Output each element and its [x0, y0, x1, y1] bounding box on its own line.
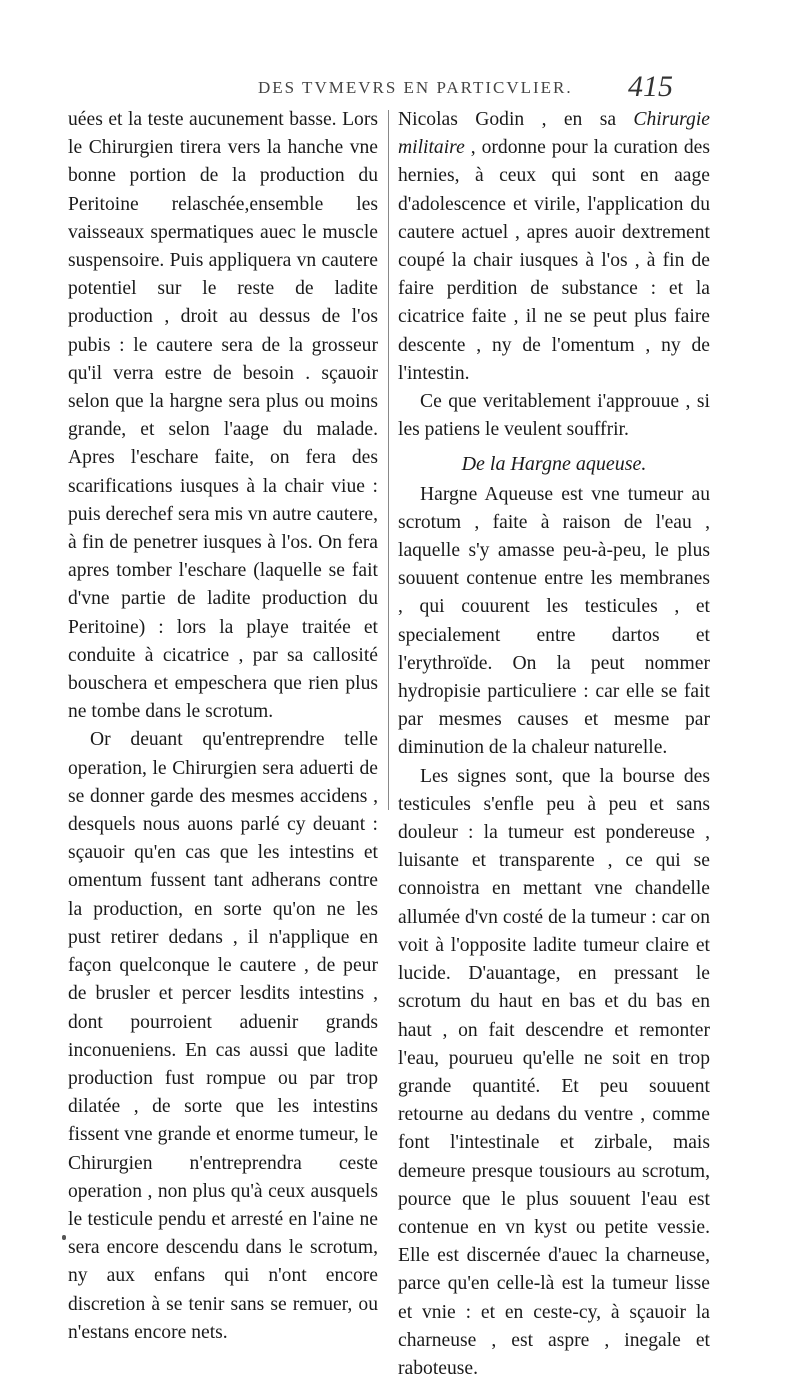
book-title: Chirurgie militaire — [398, 109, 710, 159]
left-paragraph-2: Or deuant qu'entreprendre telle operation, le Chirurgien sera aduerti de se donner garde des mesmes accidens , desquels nous auons parlé cy deuant : sçauoir qu'en cas que les intestins et omentum fussent tant adherans contre la production, en sorte qu'on ne les pust retirer dedans , il n'applique en façon quelconque le cautere , de peur de brusler et percer lesdits intestins , dont pourroient aduenir grands inconueniens. En cas aussi que ladite production fust rompue ou par trop dilatée , de sorte que les intestins fissent vne grande et enorme tumeur, le Chirurgien n'entreprendra ceste operation , non plus qu'à ceux ausquels le testicule pendu et arresté en l'aine ne sera encore descendu dans le scrotum, ny aux enfans qui n'ont encore discretion à se tenir sans se remuer, ou n'estans encore nets. — [68, 729, 378, 1343]
right-intro-paragraph — [398, 106, 710, 388]
section-subheading: De la Hargne aqueuse. — [461, 453, 647, 476]
right-paragraph-1: Hargne Aqueuse est vne tumeur au scrotum , faite à raison de l'eau , laquelle s'y amasse peu-à-peu, le plus souuent contenue entre les membranes , qui couurent les testicules , et specialement entre dartos et l'erythroïde. On la peut nommer hydropisie particuliere : car elle se fait par mesmes causes et mesme par diminution de la chaleur naturelle. — [398, 483, 710, 759]
column-rule — [388, 110, 389, 810]
right-intro-after-title: , ordonne pour la curation des hernies, à ceux qui sont en aage d'adolescence et virile, l'application du cautere actuel , apres auoir dextrement coupé la chair iusques à l'os , à fin de faire perdition de substance : et la cicatrice faite , il ne se peut plus faire descente , ny de l'omentum , ny de l'intestin. — [398, 137, 710, 384]
right-paragraph-2: Les signes sont, que la bourse des testicules s'enfle peu à peu et sans douleur : la tumeur est pondereuse , luisante et transparente , ce qui se connoistra en mettant vne chandelle allumée d'vn costé de la tumeur : car on voit à l'opposite ladite tumeur claire et lucide. D'auantage, en pressant le scrotum du haut en bas et du bas en haut , on fait descendre et remonter l'eau, pourueu qu'elle ne soit en trop grande quantité. Et peu souuent retourne au dedans du ventre , comme font l'intestinale et zirbale, mais demeure presque tousiours au scrotum, pource que le plus souuent l'eau est contenue en vn kyst ou petite vessie. Elle est discernée d'auec la charneuse, parce qu'en celle-là est la tumeur lisse et vnie : et en ceste-cy, à sçauoir la charneuse , est aspre , inegale et raboteuse. — [398, 765, 710, 1379]
right-approval-paragraph: Ce que veritablement i'approuue , si les patiens le veulent souffrir. — [398, 391, 710, 441]
right-column — [398, 106, 710, 1383]
ink-speck — [62, 1235, 66, 1240]
page-number: 415 — [628, 70, 673, 103]
left-paragraph-1: uées et la teste aucunement basse. Lors le Chirurgien tirera vers la hanche vne bonne portion de la production du Peritoine relaschée,ensemble les vaisseaux spermatiques auec le muscle suspensoire. Puis appliquera vn cautere potentiel sur le reste de ladite production , droit au dessus de l'os pubis : le cautere sera de la grosseur qu'il verra estre de besoin . sçauoir selon que la hargne sera plus ou moins grande, et selon l'aage du malade. Apres l'eschare faite, on fera des scarifications iusques à la chair viue : puis derechef sera mis vn autre cautere, à fin de penetrer iusques à l'os. On fera apres tomber l'eschare (laquelle se fait d'vne partie de ladite production du Peritoine) : lors la playe traitée et conduite à cicatrice , par sa callosité bouschera et empeschera que rien plus ne tombe dans le scrotum. — [68, 109, 378, 723]
running-head: DES TVMEVRS EN PARTICVLIER. — [258, 78, 573, 97]
right-intro-before-title: Nicolas Godin , en sa — [398, 109, 634, 130]
left-column — [68, 106, 378, 1347]
